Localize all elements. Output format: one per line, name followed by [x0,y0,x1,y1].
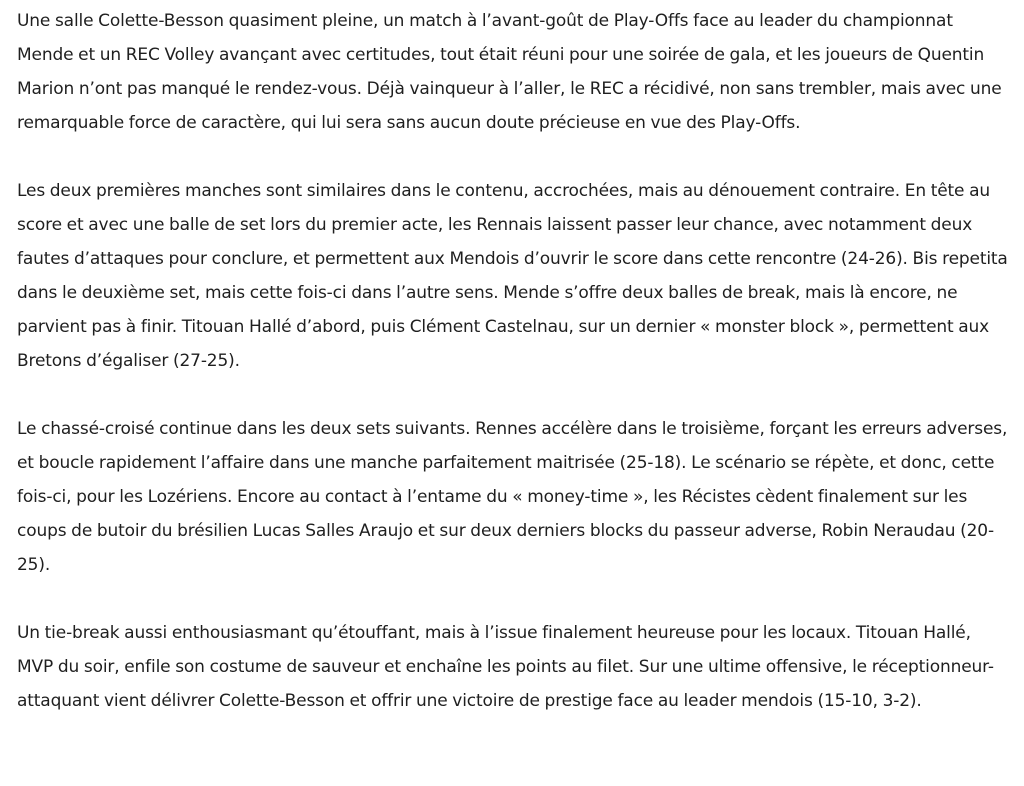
article-paragraph-1: Une salle Colette-Besson quasiment pleine, un match à l’avant-goût de Play-Offs face au leader du championnat Mende et un REC Volley avançant avec certitudes, tout était réuni pour une soirée de gala, et les joueurs de Quentin Marion n’ont pas manqué le rendez-vous. Déjà vainqueur à l’aller, le REC a récidivé, non sans trembler, mais avec une remarquable force de caractère, qui lui sera sans aucun doute précieuse en vue des Play-Offs. [17,11,1002,133]
article-paragraph-2: Les deux premières manches sont similaires dans le contenu, accrochées, mais au dénouement contraire. En tête au score et avec une balle de set lors du premier acte, les Rennais laissent passer leur chance, avec notamment deux fautes d’attaques pour conclure, et permettent aux Mendois d’ouvrir le score dans cette rencontre (24-26). Bis repetita dans le deuxième set, mais cette fois-ci dans l’autre sens. Mende s’offre deux balles de break, mais là encore, ne parvient pas à finir. Titouan Hallé d’abord, puis Clément Castelnau, sur un dernier « monster block », permettent aux Bretons d’égaliser (27-25). [17,181,1008,371]
article-paragraph-3: Le chassé-croisé continue dans les deux sets suivants. Rennes accélère dans le troisième, forçant les erreurs adverses, et boucle rapidement l’affaire dans une manche parfaitement maitrisée (25-18). Le scénario se répète, et donc, cette fois-ci, pour les Lozériens. Encore au contact à l’entame du « money-time », les Récistes cèdent finalement sur les coups de butoir du brésilien Lucas Salles Araujo et sur deux derniers blocks du passeur adverse, Robin Neraudau (20-25). [17,419,1008,575]
article-paragraph-4: Un tie-break aussi enthousiasmant qu’étouffant, mais à l’issue finalement heureuse pour les locaux. Titouan Hallé, MVP du soir, enfile son costume de sauveur et enchaîne les points au filet. Sur une ultime offensive, le réceptionneur-attaquant vient délivrer Colette-Besson et offrir une victoire de prestige face au leader mendois (15-10, 3-2). [17,623,994,711]
